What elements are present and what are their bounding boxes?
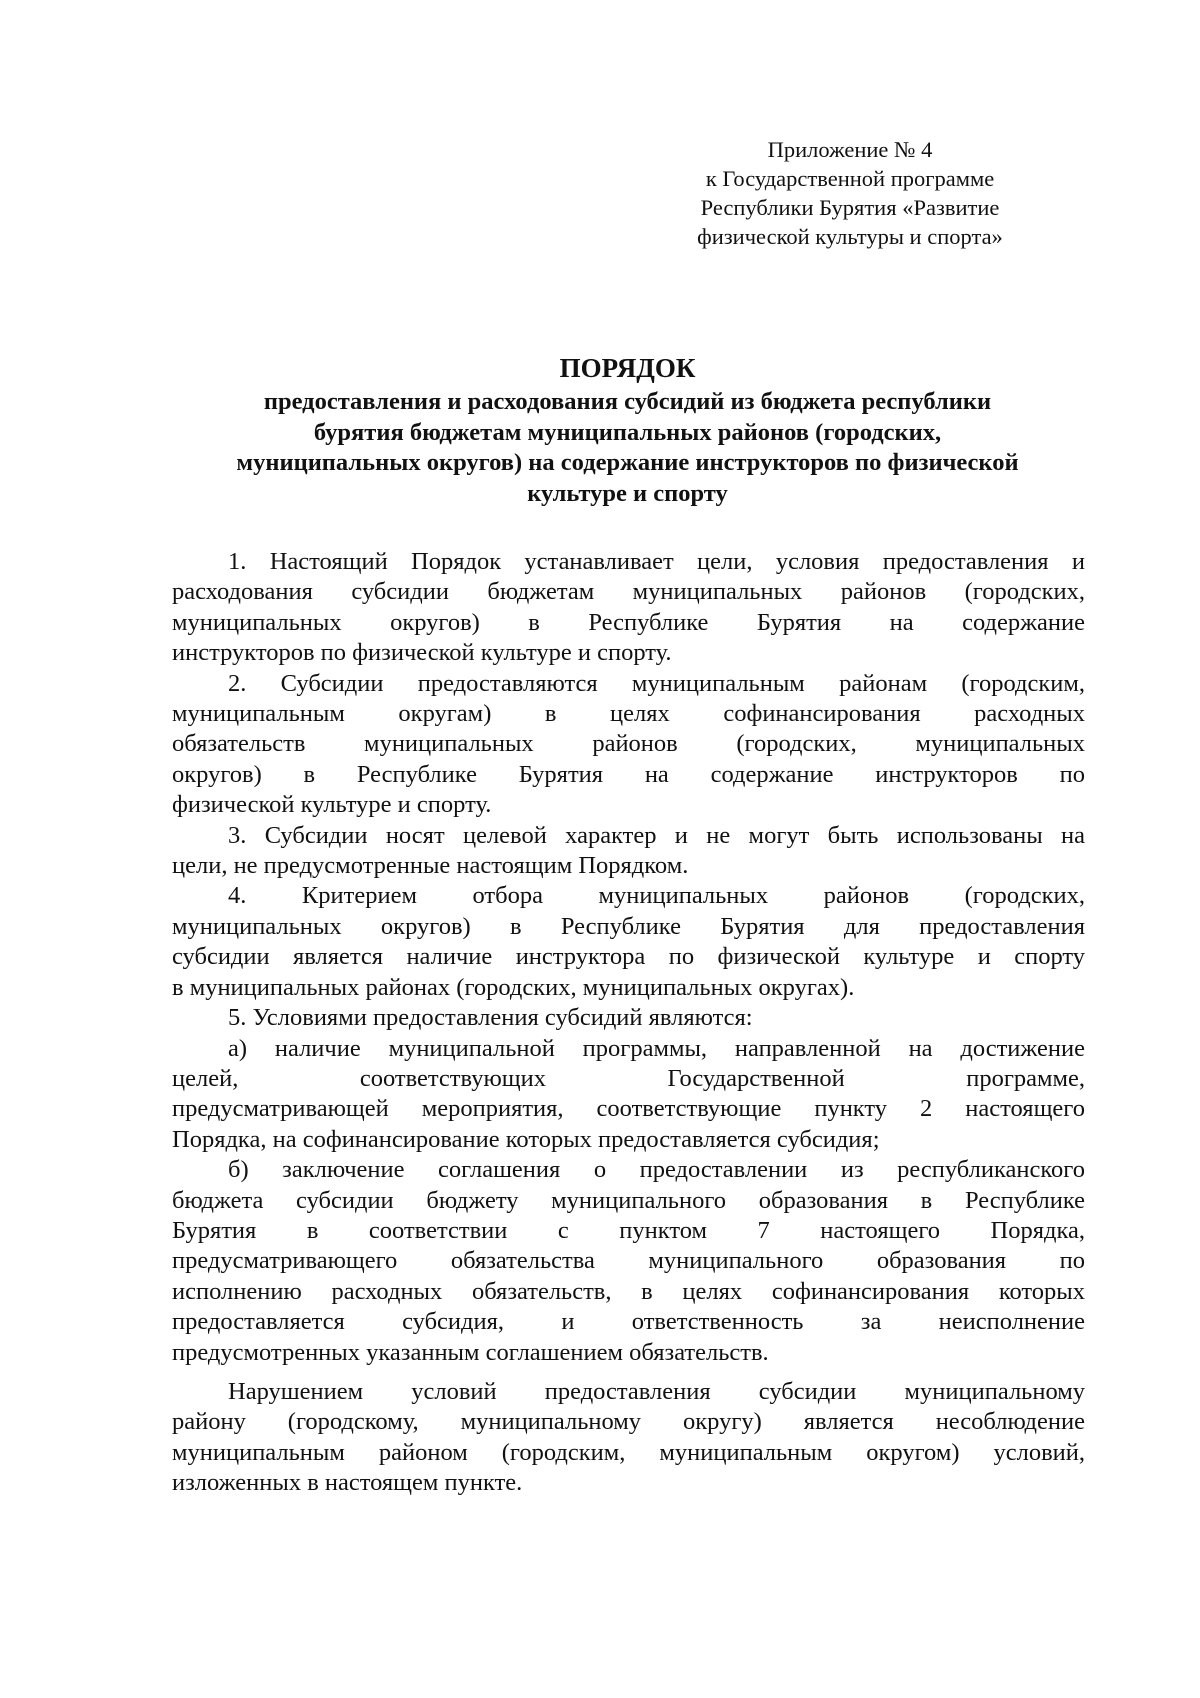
text-line: в муниципальных районах (городских, муниципальных округах). — [172, 973, 855, 1001]
text-line: округов) в Республике Бурятия на содержание инструкторов по — [172, 760, 1085, 788]
appendix-line: физической культуры и спорта» — [697, 224, 1003, 249]
text-line: физической культуре и спорту. — [172, 791, 492, 819]
text-line: а) наличие муниципальной программы, направленной на достижение — [228, 1034, 1085, 1062]
appendix-line: к Государственной программе — [705, 166, 995, 191]
text-line: району (городскому, муниципальному округу) является несоблюдение — [172, 1408, 1085, 1436]
document-title — [170, 352, 1085, 509]
text-line: расходования субсидии бюджетам муниципальных районов (городских, — [172, 578, 1085, 606]
title-line: предоставления и расходования субсидий из бюджета республики — [263, 388, 992, 415]
text-line: 4. Критерием отбора муниципальных районов (городских, — [228, 882, 1085, 910]
title-main: ПОРЯДОК — [559, 353, 696, 383]
title-line: бурятия бюджетам муниципальных районов (городских, — [313, 418, 942, 446]
paragraph-4 — [172, 881, 1085, 1003]
text-line: 3. Субсидии носят целевой характер и не могут быть использованы на — [228, 821, 1085, 849]
text-line: предоставляется субсидия, и ответственность за неисполнение — [172, 1308, 1085, 1336]
text-line: предусмотренных указанным соглашением обязательств. — [172, 1338, 769, 1366]
text-line: муниципальным округам) в целях софинансирования расходных — [172, 700, 1085, 728]
text-line: Нарушением условий предоставления субсидии муниципальному — [228, 1377, 1085, 1405]
text-line: 2. Субсидии предоставляются муниципальным районам (городским, — [228, 669, 1085, 697]
text-line: субсидии является наличие инструктора по физической культуре и спорту — [172, 943, 1085, 971]
text-line: 1. Настоящий Порядок устанавливает цели, условия предоставления и — [228, 548, 1085, 575]
paragraph-5 — [172, 1003, 1085, 1033]
text-line: обязательств муниципальных районов (городских, муниципальных — [172, 730, 1085, 758]
text-line: исполнению расходных обязательств, в целях софинансирования которых — [172, 1277, 1085, 1305]
paragraph-1 — [172, 547, 1085, 669]
appendix-block — [655, 135, 1045, 251]
text-line: б) заключение соглашения о предоставлении из республиканского — [228, 1156, 1085, 1184]
title-line: культуре и спорту — [527, 479, 728, 507]
paragraph-violation — [172, 1377, 1085, 1499]
paragraph-5b — [172, 1155, 1085, 1368]
text-line: бюджета субсидии бюджету муниципального образования в Республике — [172, 1186, 1085, 1214]
text-line: инструкторов по физической культуре и спорту. — [172, 639, 672, 667]
text-line: предусматривающего обязательства муниципального образования по — [172, 1247, 1085, 1275]
text-line: цели, не предусмотренные настоящим Порядком. — [172, 852, 689, 880]
paragraph-2 — [172, 669, 1085, 821]
text-line: муниципальных округов) в Республике Бурятия для предоставления — [172, 912, 1085, 940]
text-line: муниципальным районом (городским, муниципальным округом) условий, — [172, 1438, 1085, 1466]
text-line: Бурятия в соответствии с пунктом 7 настоящего Порядка, — [172, 1216, 1085, 1244]
paragraph-5a — [172, 1034, 1085, 1156]
appendix-line: Приложение № 4 — [767, 137, 933, 162]
appendix-line: Республики Бурятия «Развитие — [700, 195, 1000, 220]
text-line: изложенных в настоящем пункте. — [172, 1469, 523, 1497]
text-line: 5. Условиями предоставления субсидий являются: — [228, 1004, 753, 1032]
paragraph-3 — [172, 821, 1085, 882]
title-line: муниципальных округов) на содержание инструкторов по физической — [236, 449, 1019, 476]
document-body — [172, 547, 1085, 1499]
text-line: Порядка, на софинансирование которых предоставляется субсидия; — [172, 1125, 880, 1153]
text-line: предусматривающей мероприятия, соответствующие пункту 2 настоящего — [172, 1095, 1085, 1123]
text-line: муниципальных округов) в Республике Бурятия на содержание — [172, 608, 1085, 636]
text-line: целей, соответствующих Государственной программе, — [172, 1064, 1085, 1092]
